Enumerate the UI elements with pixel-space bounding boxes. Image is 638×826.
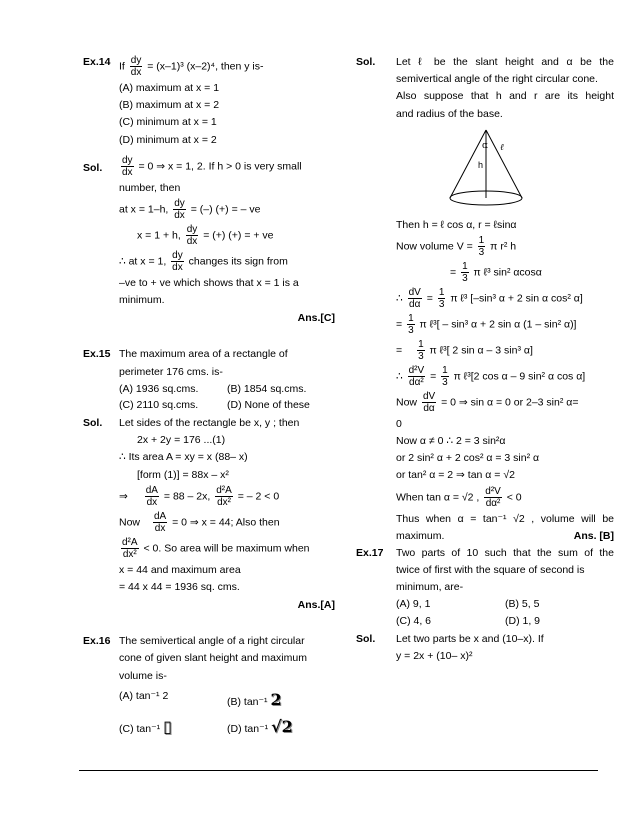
solution-line: Then h = ℓ cos α, r = ℓsinα bbox=[396, 218, 517, 231]
bottom-rule bbox=[79, 770, 598, 771]
solution-label: Sol. bbox=[83, 417, 103, 430]
option-d: (D) minimum at x = 2 bbox=[119, 133, 217, 146]
example-label: Ex.15 bbox=[83, 348, 111, 361]
height-label: h bbox=[478, 159, 484, 170]
solution-line: ∴ $\frac{\text{d²V}}{\text{dα²}}$ = $\frac{1}{3}$ π ℓ³[2 cos α – 9 sin² α cos α] bbox=[396, 364, 586, 388]
question-line: cone of given slant height and maximum bbox=[119, 652, 307, 665]
cone-slant-edge bbox=[486, 130, 522, 198]
options bbox=[396, 597, 614, 627]
solution-line: ∴ at x = 1, $\frac{dy}{dx}$ changes its sign from bbox=[119, 249, 288, 273]
question-line: The maximum area of a rectangle of bbox=[119, 348, 288, 361]
question-stem bbox=[119, 55, 335, 78]
solution-line: $\frac{\text{d²A}}{\text{dx²}}$ < 0. So area will be maximum when bbox=[122, 536, 310, 560]
solution-line: semivertical angle of the right circular cone. bbox=[396, 73, 598, 86]
example-label: Ex.14 bbox=[83, 56, 111, 68]
option-c: (C) 2110 sq.cms. bbox=[119, 398, 199, 411]
question-line: twice of first with the square of second is bbox=[396, 564, 585, 577]
stem-text: If bbox=[119, 60, 125, 73]
solution-line: 2x + 2y = 176 ...(1) bbox=[137, 434, 226, 447]
question-line: volume is- bbox=[119, 669, 167, 682]
solution-line: number, then bbox=[119, 181, 181, 194]
solution-line: Let sides of the rectangle be x, y ; then bbox=[119, 417, 300, 430]
option-c: (C) tan⁻¹ ▯ bbox=[119, 717, 172, 737]
solution-line: Now $\frac{dA}{dx}$ = 0 ⇒ x = 44; Also then bbox=[119, 510, 280, 534]
example-label: Ex.17 bbox=[356, 546, 384, 559]
solution-line: = $\frac{1}{3}$ π ℓ³[ – sin³ α + 2 sin α (1 – sin² α)] bbox=[396, 312, 577, 336]
solution-line: maximum. bbox=[396, 529, 445, 542]
solution-14 bbox=[83, 155, 335, 326]
solution-line: minimum. bbox=[119, 294, 165, 307]
option-b: (B) maximum at x = 2 bbox=[119, 99, 220, 112]
stem-text: = (x–1)³ (x–2)⁴, then y is- bbox=[147, 60, 264, 73]
solution-line: $\frac{dy}{dx}$ = 0 ⇒ x = 1, 2. If h > 0 is very small bbox=[122, 154, 302, 178]
example-14 bbox=[83, 55, 335, 147]
answer: Ans.[C] bbox=[297, 312, 335, 325]
solution-line: and radius of the base. bbox=[396, 107, 503, 120]
solution-label: Sol. bbox=[356, 632, 376, 645]
solution-15 bbox=[83, 416, 335, 612]
solution-line: ∴ Its area A = xy = x (88– x) bbox=[119, 451, 248, 464]
solution-line: or tan² α = 2 ⇒ tan α = √2 bbox=[396, 469, 515, 482]
answer: Ans.[A] bbox=[297, 599, 335, 612]
solution-line: When tan α = √2 , $\frac{\text{d²V}}{\text{dα²}}$ < 0 bbox=[396, 485, 522, 509]
answer-row bbox=[396, 529, 614, 543]
solution-line: [form (1)] = 88x – x² bbox=[137, 468, 229, 481]
option-b: (B) 1854 sq.cms. bbox=[227, 382, 307, 395]
solution-line: x = 44 and maximum area bbox=[119, 563, 241, 576]
solution-line: Now α ≠ 0 ∴ 2 = 3 sin²α bbox=[396, 435, 506, 448]
solution-line: y = 2x + (10– x)² bbox=[396, 649, 473, 662]
fraction-dy-dx: $\frac{dy}{dx}$ bbox=[130, 55, 142, 78]
option-b: (B) tan⁻¹ 2 bbox=[227, 689, 282, 709]
question-line: The semivertical angle of a right circular bbox=[119, 635, 305, 648]
slant-label: ℓ bbox=[500, 142, 504, 153]
example-16 bbox=[83, 634, 335, 738]
cone-diagram bbox=[436, 124, 536, 214]
solution-line: = 44 x 44 = 1936 sq. cms. bbox=[119, 580, 240, 593]
option-c: (C) 4, 6 bbox=[396, 614, 432, 627]
solution-line: x = 1 + h, $\frac{dy}{dx}$ = (+) (+) = + ve bbox=[137, 223, 274, 247]
left-column bbox=[83, 52, 335, 738]
example-label: Ex.16 bbox=[83, 635, 111, 648]
options bbox=[119, 689, 335, 738]
options bbox=[119, 382, 335, 412]
right-column bbox=[356, 52, 614, 666]
solution-line: Let two parts be x and (10–x). If bbox=[396, 632, 544, 645]
solution-line: Now volume V = $\frac{1}{3}$ π r² h bbox=[396, 234, 517, 258]
solution-16 bbox=[356, 55, 614, 543]
solution-line: Also suppose that h and r are its height bbox=[396, 90, 614, 103]
solution-line: ∴ $\frac{dV}{d\alpha}$ = $\frac{1}{3}$ π ℓ³ [–sin³ α + 2 sin α cos² α] bbox=[396, 286, 583, 310]
option-a: (A) 1936 sq.cms. bbox=[119, 382, 199, 395]
alpha-label: α bbox=[482, 140, 489, 151]
garbled-argument: 2 bbox=[270, 689, 282, 709]
solution-line: –ve to + ve which shows that x = 1 is a bbox=[119, 276, 299, 289]
solution-label: Sol. bbox=[356, 56, 376, 68]
solution-line: at x = 1–h, $\frac{dy}{dx}$ = (–) (+) = – ve bbox=[119, 197, 261, 221]
option-a: (A) maximum at x = 1 bbox=[119, 82, 220, 94]
garbled-argument: √2 bbox=[271, 717, 293, 737]
solution-line: or 2 sin² α + 2 cos² α = 3 sin² α bbox=[396, 452, 540, 465]
option-d: (D) 1, 9 bbox=[505, 614, 541, 627]
solution-17 bbox=[356, 632, 614, 663]
question-line: Two parts of 10 such that the sum of the bbox=[396, 546, 614, 559]
example-17 bbox=[356, 546, 614, 628]
solution-line: Now $\frac{dV}{d\alpha}$ = 0 ⇒ sin α = 0 or 2–3 sin² α= bbox=[396, 390, 579, 414]
solution-line: = $\frac{1}{3}$ π ℓ³[ 2 sin α – 3 sin³ α] bbox=[396, 338, 533, 362]
solution-label: Sol. bbox=[83, 161, 103, 174]
option-b: (B) 5, 5 bbox=[505, 598, 540, 611]
option-a: (A) 9, 1 bbox=[396, 598, 431, 611]
question-line: perimeter 176 cms. is- bbox=[119, 365, 223, 378]
example-15 bbox=[83, 347, 335, 412]
solution-line: Thus when α = tan⁻¹ √2 , volume will be bbox=[396, 512, 614, 525]
answer: Ans. [B] bbox=[573, 529, 614, 542]
option-a: (A) tan⁻¹ 2 bbox=[119, 689, 169, 702]
question-line: minimum, are- bbox=[396, 581, 464, 594]
option-d: (D) None of these bbox=[227, 398, 310, 411]
solution-line: ⇒ $\frac{dA}{dx}$ = 88 – 2x, $\frac{\text{d²A}}{\text{dx²}}$ = – 2 < 0 bbox=[119, 484, 280, 508]
solution-line: Let ℓ be the slant height and α be the bbox=[396, 56, 614, 68]
option-c: (C) minimum at x = 1 bbox=[119, 116, 217, 129]
solution-line: = $\frac{1}{3}$ π ℓ³ sin² αcosα bbox=[450, 260, 542, 284]
solution-line: 0 bbox=[396, 417, 402, 430]
option-d: (D) tan⁻¹ √2 bbox=[227, 717, 293, 737]
